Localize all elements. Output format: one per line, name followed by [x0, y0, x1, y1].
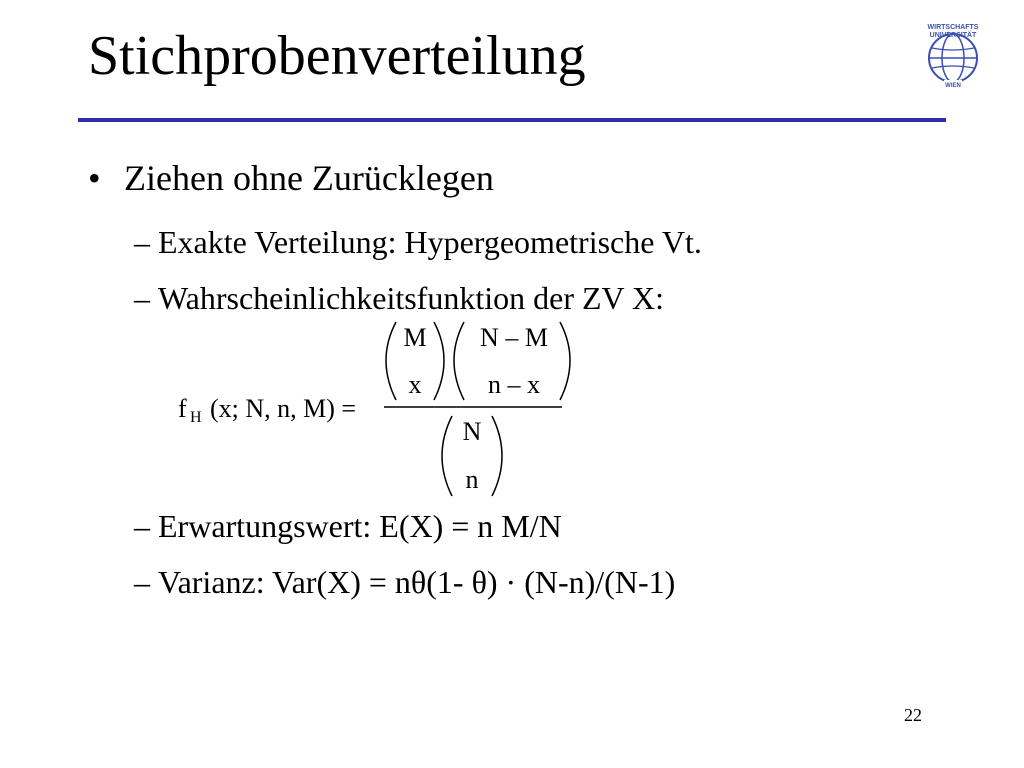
subitem-exact-distribution [134, 226, 702, 258]
subitem-text: Erwartungswert: E(X) = n M/N [158, 508, 562, 544]
subitem-probability-function [134, 282, 664, 314]
subitem-text: Exakte Verteilung: Hypergeometrische Vt. [158, 224, 702, 260]
binom1-bottom: x [408, 370, 422, 399]
logo-text-top: WIRTSCHAFTS [927, 24, 979, 31]
subitem-text: Wahrscheinlichkeitsfunktion der ZV X: [158, 280, 665, 316]
bullet-marker: • [88, 158, 101, 198]
formula-subscript: H [190, 409, 202, 426]
bullet-item [88, 160, 494, 196]
paren-left-2 [454, 322, 464, 400]
logo-text-bottom: WIEN [945, 83, 961, 89]
university-logo [918, 20, 988, 90]
paren-right-1 [434, 322, 444, 400]
binom2-top: N – M [480, 323, 548, 352]
binom2-bottom: n – x [488, 370, 540, 399]
subitem-text: Varianz: Var(X) = nθ(1- θ) · (N-n)/(N-1) [158, 564, 676, 600]
paren-left-1 [386, 322, 396, 400]
logo-text-middle: UNIVERSITÄT [929, 32, 977, 39]
page-number: 22 [904, 705, 922, 725]
denom-bottom: n [465, 465, 479, 494]
subitem-marker: – [134, 280, 150, 316]
subitem-marker: – [134, 224, 150, 260]
denom-top: N [462, 417, 482, 446]
subitem-marker: – [134, 508, 150, 544]
paren-right-3 [492, 416, 502, 496]
formula-args: (x; N, n, M) = [210, 394, 357, 423]
formula-f: f [178, 394, 187, 423]
binom1-top: M [403, 323, 427, 352]
subitem-expected-value [134, 510, 562, 542]
bullet-text: Ziehen ohne Zurücklegen [124, 158, 494, 198]
hypergeometric-formula [170, 316, 590, 502]
title-divider [78, 118, 946, 122]
paren-left-3 [442, 416, 452, 496]
paren-right-2 [560, 322, 570, 400]
globe-logo-icon [918, 20, 988, 90]
subitem-marker: – [134, 564, 150, 600]
slide-title: Stichprobenverteilung [88, 25, 586, 87]
subitem-variance [134, 566, 675, 598]
